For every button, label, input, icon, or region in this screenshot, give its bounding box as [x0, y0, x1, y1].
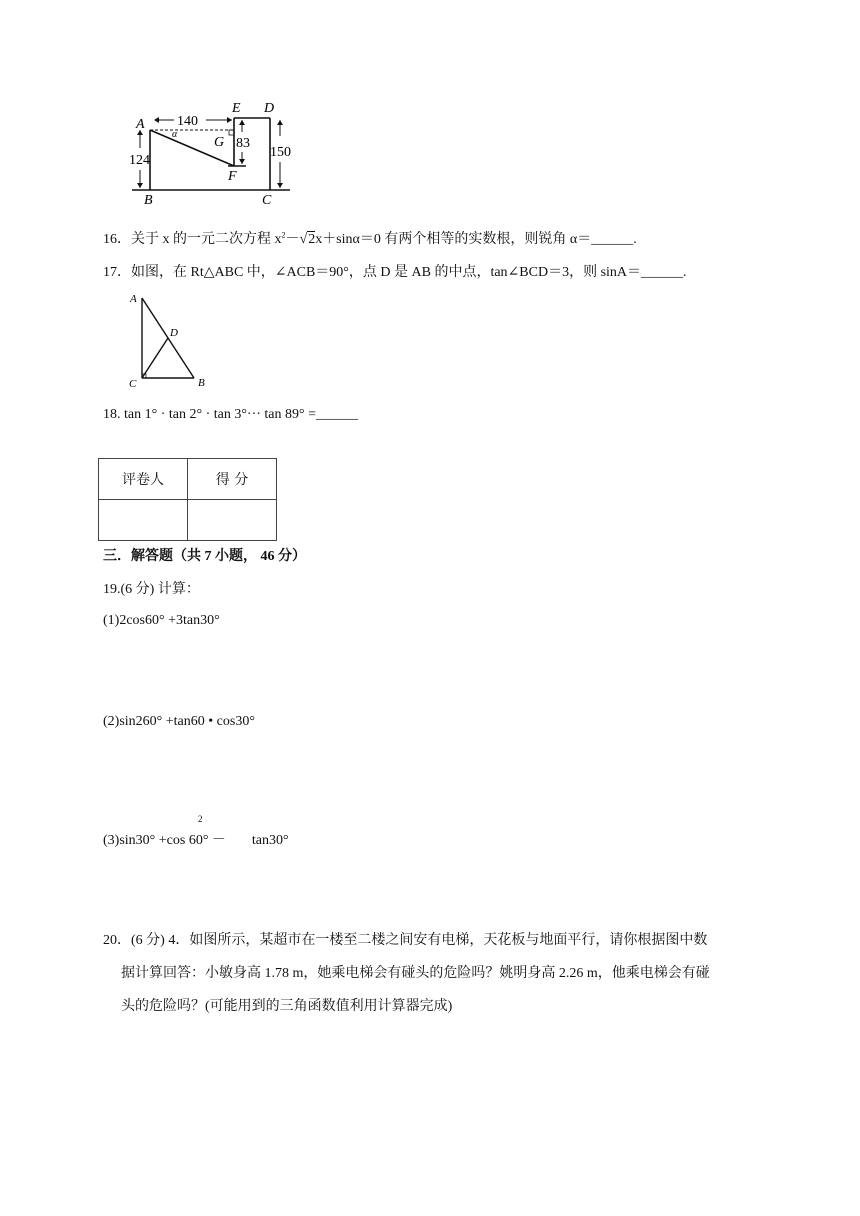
- q16-minus: －: [285, 232, 300, 247]
- question-17: [103, 261, 687, 281]
- q16-prefix: 16．关于 x 的一元二次方程 x: [103, 232, 282, 247]
- question-19-title: 19.(6 分) 计算：: [103, 582, 200, 597]
- label-f: F: [228, 169, 237, 184]
- q18-answer-blank[interactable]: ______: [316, 407, 359, 422]
- q19-part-1: (1)2cos60° +3tan30°: [103, 613, 220, 628]
- label-e: E: [232, 101, 241, 116]
- q17-answer-blank[interactable]: ______: [641, 265, 684, 280]
- line-cd: [142, 338, 168, 378]
- q16-sqrt-arg: 2: [308, 232, 316, 247]
- q16-answer-blank[interactable]: ______: [591, 232, 634, 247]
- dim-right: 150: [270, 145, 291, 160]
- q19-part3-b: tan30°: [251, 833, 289, 848]
- label-b: B: [198, 377, 205, 389]
- label-g: G: [214, 135, 225, 150]
- label-c: C: [262, 193, 272, 208]
- q19-part-2: (2)sin260° +tan60 • cos30°: [103, 714, 255, 729]
- triangle-figure: [124, 290, 214, 390]
- section-3-title: 三．解答题（共 7 小题， 46 分）: [103, 549, 306, 564]
- score-table: [98, 458, 277, 541]
- q19-part3-sup: 2: [198, 814, 203, 824]
- label-c: C: [129, 378, 137, 390]
- dim-left: 124: [129, 153, 150, 168]
- q16-suffix: x＋sinα＝0 有两个相等的实数根，则锐角 α＝: [315, 232, 592, 247]
- question-20-line-3: 头的危险吗？(可能用到的三角函数值利用计算器完成): [121, 999, 453, 1014]
- q16-sup: 2: [281, 230, 286, 240]
- q19-part-3: [103, 829, 289, 849]
- q18-text: 18. tan 1° · tan 2° · tan 3°··· tan 89° =: [103, 407, 317, 422]
- q16-end: .: [633, 232, 637, 247]
- label-a: A: [130, 293, 137, 305]
- label-a: A: [136, 117, 145, 132]
- escalator-figure: [124, 96, 304, 208]
- label-alpha: α: [172, 129, 178, 140]
- label-d: D: [264, 101, 275, 116]
- q17-end: .: [683, 265, 687, 280]
- label-d: D: [170, 327, 178, 339]
- score-cell[interactable]: [188, 500, 277, 541]
- dim-middle: 83: [236, 136, 250, 151]
- question-20-line-1: 20．(6 分) 4．如图所示，某超市在一楼至二楼之间安有电梯，天花板与地面平行，请你根据图中数: [103, 933, 708, 948]
- question-18: [103, 407, 358, 423]
- label-b: B: [144, 193, 153, 208]
- q19-part3-a: (3)sin30° +cos 60° －: [103, 833, 226, 848]
- grader-cell[interactable]: [99, 500, 188, 541]
- grader-header: 评卷人: [99, 459, 188, 500]
- dim-top: 140: [177, 114, 198, 129]
- score-header: 得 分: [188, 459, 277, 500]
- question-20-line-2: 据计算回答：小敏身高 1.78 m，她乘电梯会有碰头的危险吗？姚明身高 2.26 m，他乘电梯会有碰: [121, 966, 710, 981]
- question-16: [103, 228, 637, 248]
- q17-text: 17．如图，在 Rt△ABC 中，∠ACB＝90°，点 D 是 AB 的中点，tan∠BCD＝3，则 sinA＝: [103, 265, 642, 280]
- sqrt-symbol: √: [299, 232, 308, 247]
